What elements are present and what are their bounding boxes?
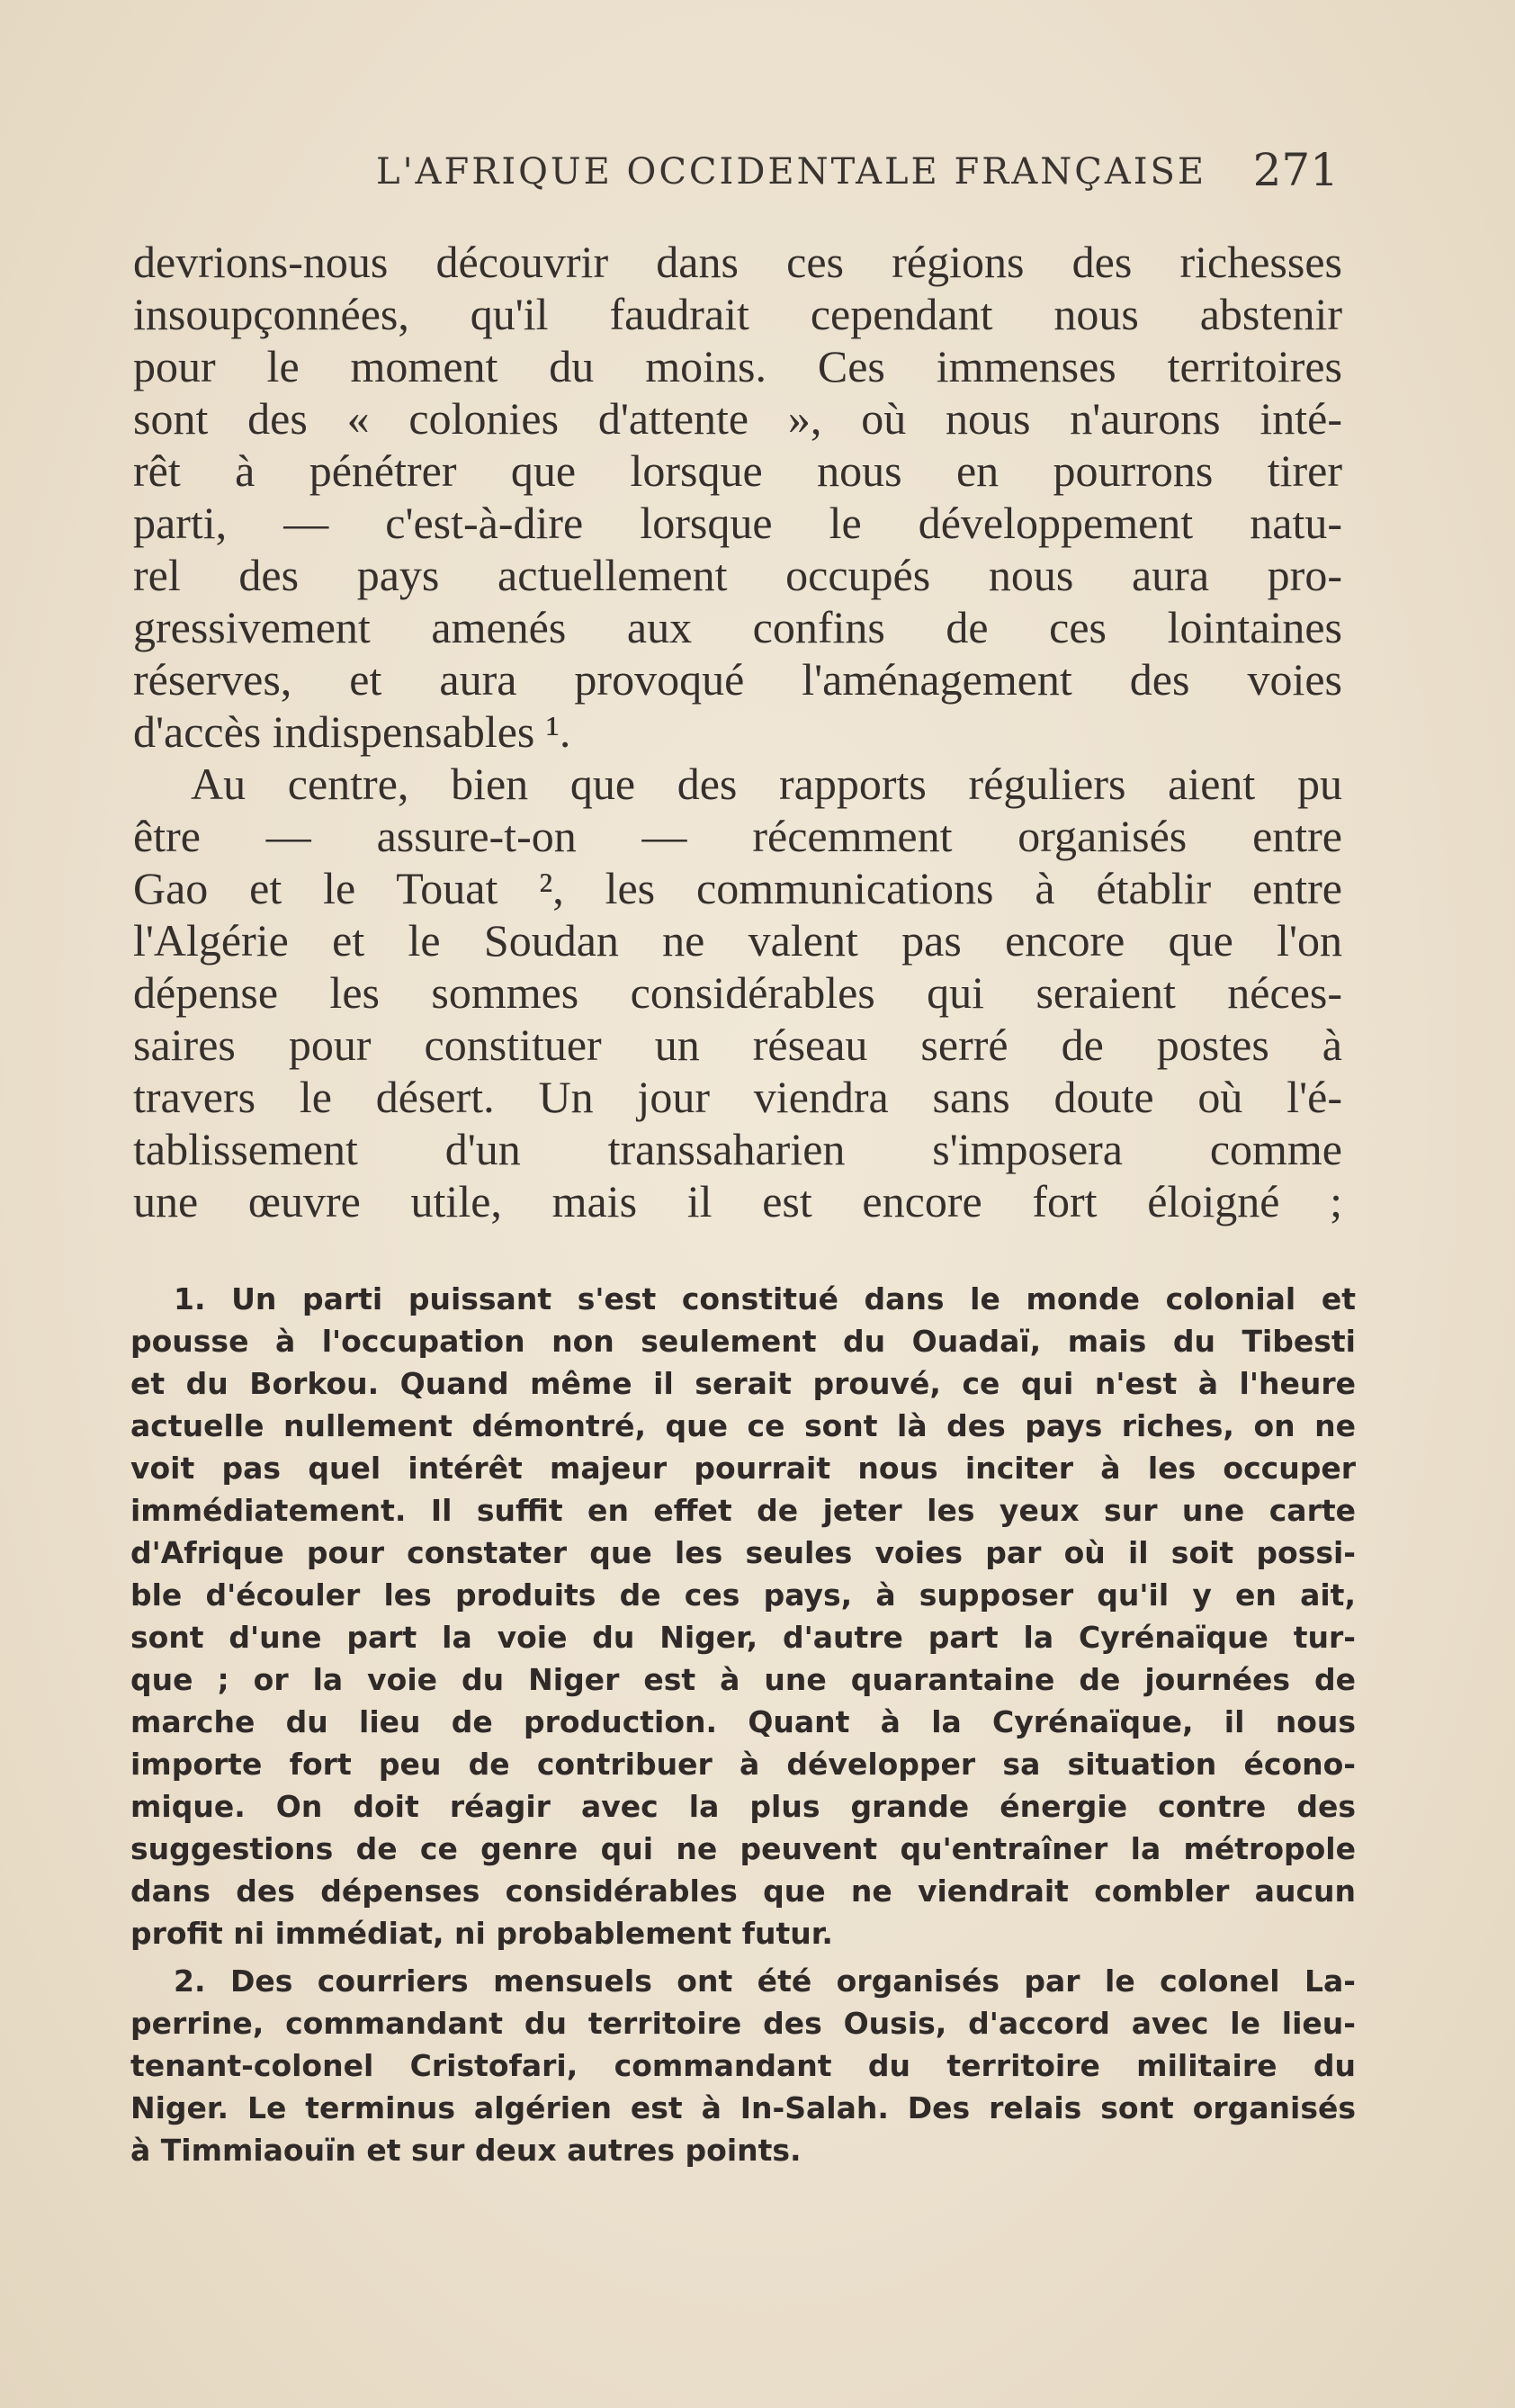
text-line: Au centre, bien que des rapports réguliers aient pu: [191, 759, 1342, 809]
footnote-line: d'Afrique pour constater que les seules voies par où il soit possi-: [130, 1535, 1356, 1570]
footnote-line: Niger. Le terminus algérien est à In-Salah. Des relais sont organisés: [130, 2090, 1356, 2125]
text-line: insoupçonnées, qu'il faudrait cependant nous abstenir: [133, 289, 1342, 339]
footnote-line: à Timmiaouïn et sur deux autres points.: [130, 2133, 802, 2168]
text-line: d'accès indispensables ¹.: [133, 706, 571, 757]
footnote-line: suggestions de ce genre qui ne peuvent qu'entraîner la métropole: [130, 1831, 1356, 1866]
text-line: sont des « colonies d'attente », où nous n'aurons inté-: [133, 393, 1342, 444]
text-line: rel des pays actuellement occupés nous aura pro-: [133, 550, 1342, 600]
footnote-line: importe fort peu de contribuer à développer sa situation écono-: [130, 1747, 1356, 1782]
footnote-line: 1. Un parti puissant s'est constitué dans le monde colonial et: [174, 1281, 1356, 1316]
text-line: une œuvre utile, mais il est encore fort éloigné ;: [133, 1176, 1342, 1226]
page-number: 271: [1252, 144, 1339, 196]
footnote-line: sont d'une part la voie du Niger, d'autre part la Cyrénaïque tur-: [130, 1620, 1356, 1655]
footnote-line: immédiatement. Il suffit en effet de jeter les yeux sur une carte: [130, 1493, 1356, 1528]
footnote-line: pousse à l'occupation non seulement du Ouadaï, mais du Tibesti: [130, 1324, 1356, 1359]
footnote-line: et du Borkou. Quand même il serait prouvé, ce qui n'est à l'heure: [130, 1366, 1356, 1401]
page-header: [133, 144, 1339, 198]
text-line: pour le moment du moins. Ces immenses territoires: [133, 341, 1342, 391]
text-line: Gao et le Touat ², les communications à établir entre: [133, 863, 1342, 913]
footnote-line: marche du lieu de production. Quant à la Cyrénaïque, il nous: [130, 1704, 1356, 1739]
running-title: L'AFRIQUE OCCIDENTALE FRANÇAISE: [376, 151, 1207, 193]
footnote-line: tenant-colonel Cristofari, commandant du territoire militaire du: [130, 2048, 1356, 2083]
footnote-line: ble d'écouler les produits de ces pays, à supposer qu'il y en ait,: [130, 1577, 1356, 1613]
footnote-line: mique. On doit réagir avec la plus grande énergie contre des: [130, 1789, 1356, 1824]
text-line: l'Algérie et le Soudan ne valent pas encore que l'on: [133, 915, 1342, 966]
text-line: parti, — c'est-à-dire lorsque le développement natu-: [133, 498, 1342, 548]
text-line: dépense les sommes considérables qui seraient néces-: [133, 967, 1342, 1018]
text-line: tablissement d'un transsaharien s'imposera comme: [133, 1124, 1342, 1174]
text-line: réserves, et aura provoqué l'aménagement des voies: [133, 654, 1342, 705]
footnote-line: que ; or la voie du Niger est à une quarantaine de journées de: [130, 1662, 1356, 1697]
text-line: saires pour constituer un réseau serré de postes à: [133, 1020, 1342, 1070]
text-line: être — assure-t-on — récemment organisés entre: [133, 811, 1342, 861]
text-line: travers le désert. Un jour viendra sans doute où l'é-: [133, 1072, 1342, 1122]
text-line: gressivement amenés aux confins de ces lointaines: [133, 602, 1342, 652]
text-line: rêt à pénétrer que lorsque nous en pourrons tirer: [133, 445, 1342, 496]
footnote-line: perrine, commandant du territoire des Ousis, d'accord avec le lieu-: [130, 2006, 1356, 2041]
footnote-line: actuelle nullement démontré, que ce sont là des pays riches, on ne: [130, 1408, 1356, 1443]
footnote-line: profit ni immédiat, ni probablement futur.: [130, 1916, 833, 1951]
footnotes: [130, 1278, 1356, 2171]
text-line: devrions-nous découvrir dans ces régions des richesses: [133, 237, 1342, 287]
footnote-line: dans des dépenses considérables que ne viendrait combler aucun: [130, 1873, 1356, 1909]
body-text: [133, 236, 1342, 1227]
footnote-line: voit pas quel intérêt majeur pourrait nous inciter à les occuper: [130, 1451, 1356, 1486]
footnote-line: 2. Des courriers mensuels ont été organisés par le colonel La-: [174, 1963, 1356, 1999]
